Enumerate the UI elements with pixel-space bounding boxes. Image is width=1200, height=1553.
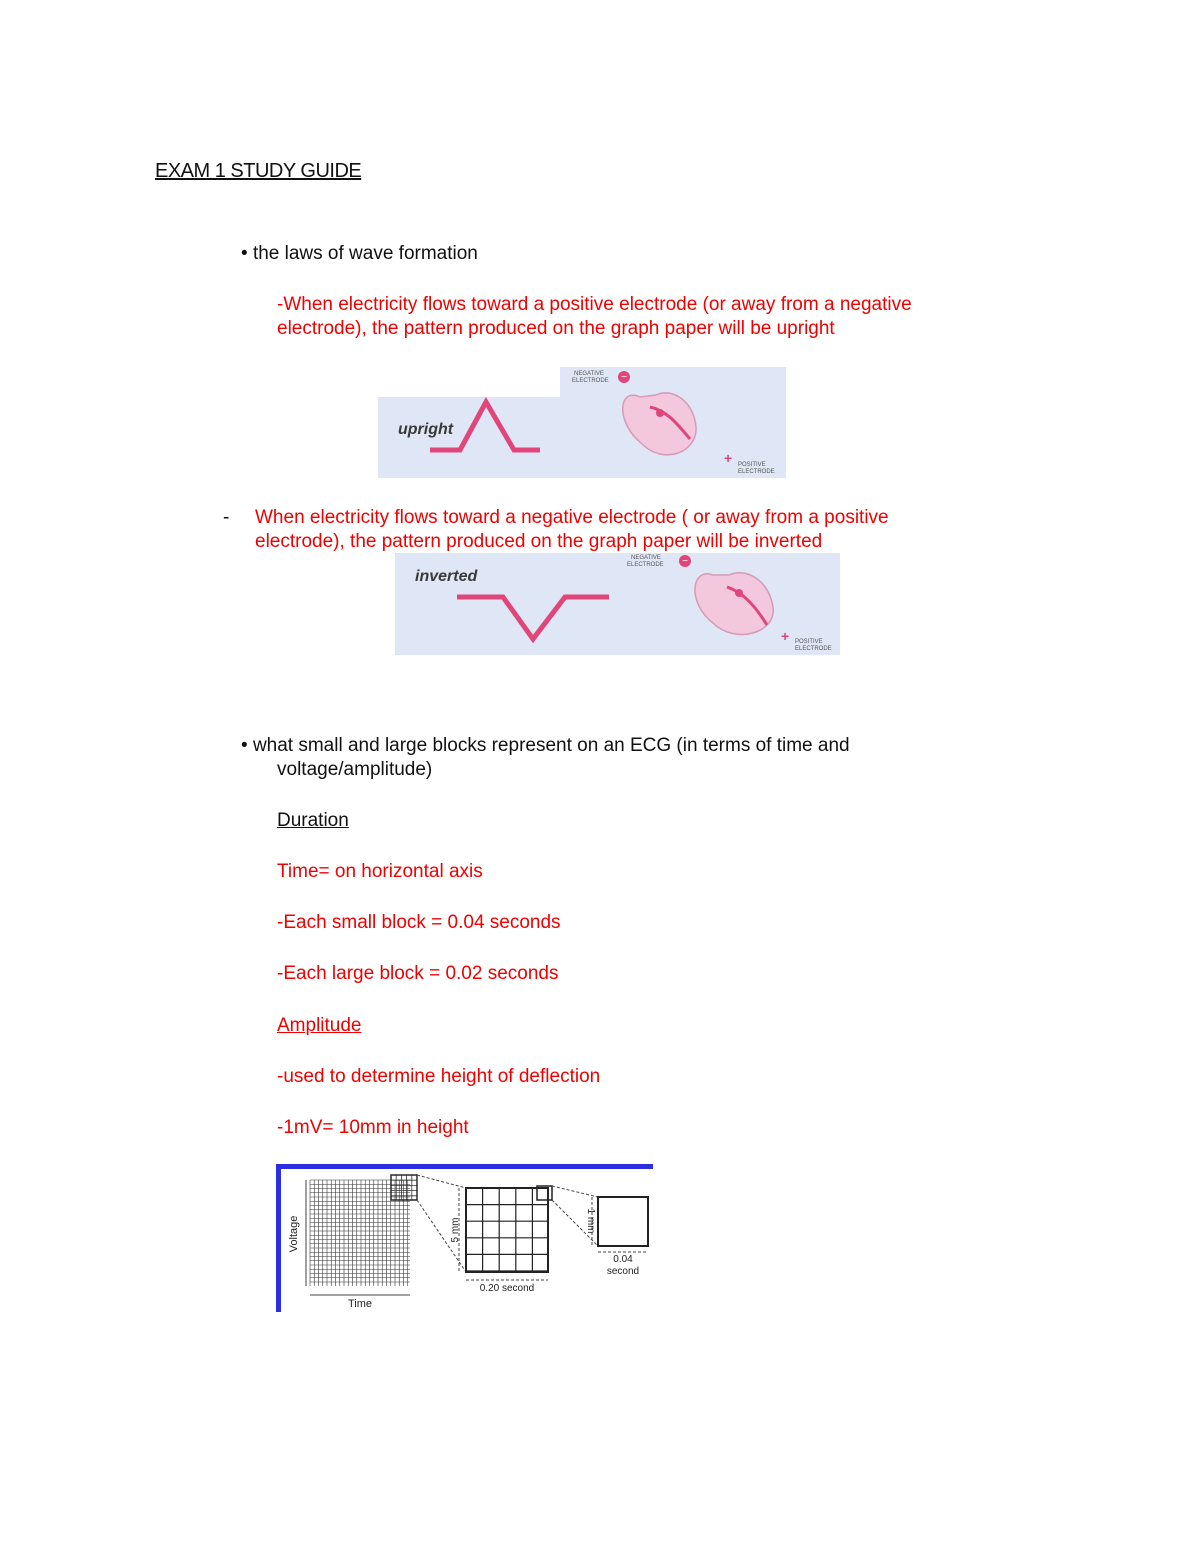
positive-electrode-label-2: ELECTRODE [738,469,775,475]
ecg-grid-figure [276,1164,654,1312]
amplitude-scale-text: -1mV= 10mm in height [277,1117,469,1138]
bullet-text: the laws of wave formation [252,243,478,264]
duration-heading: Duration [277,810,349,831]
dash-glyph: - [223,507,230,528]
large-block-height-label: 5 mm [450,1217,461,1243]
negative-electrode-label: NEGATIVE [631,555,661,561]
small-block-width-label-2: second [606,1266,640,1277]
voltage-axis-label: Voltage [288,1215,300,1253]
minus-icon: − [621,372,627,383]
bullet-item-blocks [241,734,961,782]
bullet-text-line2: voltage/amplitude) [277,759,433,780]
small-block-height-label: 1 mm [585,1208,596,1234]
inverted-wave-label: inverted [415,568,478,585]
bullet-glyph: • [241,735,248,756]
inverted-wave-figure [395,553,840,655]
negative-electrode-label-2: ELECTRODE [627,562,664,568]
positive-electrode-label: POSITIVE [795,639,823,645]
time-axis-label: Time [347,1298,373,1310]
minus-icon: − [682,556,688,567]
time-axis-text: Time= on horizontal axis [277,861,483,882]
blue-border-top [276,1164,653,1169]
positive-electrode-label: POSITIVE [738,462,766,468]
negative-electrode-label-2: ELECTRODE [572,378,609,384]
upright-rule-text: -When electricity flows toward a positive electrode (or away from a negative electrode), the pattern produced on the graph paper will be upright [277,294,912,339]
blue-border-left [276,1164,281,1312]
inverted-rule-text: When electricity flows toward a negative electrode ( or away from a positive electrode), the pattern produced on the graph paper will be inverted [255,507,889,552]
bullet-text-line1: what small and large blocks represent on an ECG (in terms of time and [252,735,850,756]
upright-wave-figure [378,367,786,478]
small-block-width-label: 0.04 [613,1254,633,1265]
upright-wave-label: upright [398,421,454,438]
bullet-item-wave-laws [241,242,478,266]
positive-electrode-label-2: ELECTRODE [795,646,832,652]
small-block-text: -Each small block = 0.04 seconds [277,912,561,933]
bullet-glyph: • [241,243,248,264]
negative-electrode-label: NEGATIVE [574,371,604,377]
page-title: EXAM 1 STUDY GUIDE [155,160,362,182]
large-block-text: -Each large block = 0.02 seconds [277,963,559,984]
positive-electrode-icon: + [781,628,790,644]
amplitude-use-text: -used to determine height of deflection [277,1066,601,1087]
positive-electrode-icon: + [724,450,733,466]
amplitude-heading: Amplitude [277,1015,362,1036]
large-block-width-label: 0.20 second [479,1283,535,1294]
small-block-outline [598,1197,648,1246]
